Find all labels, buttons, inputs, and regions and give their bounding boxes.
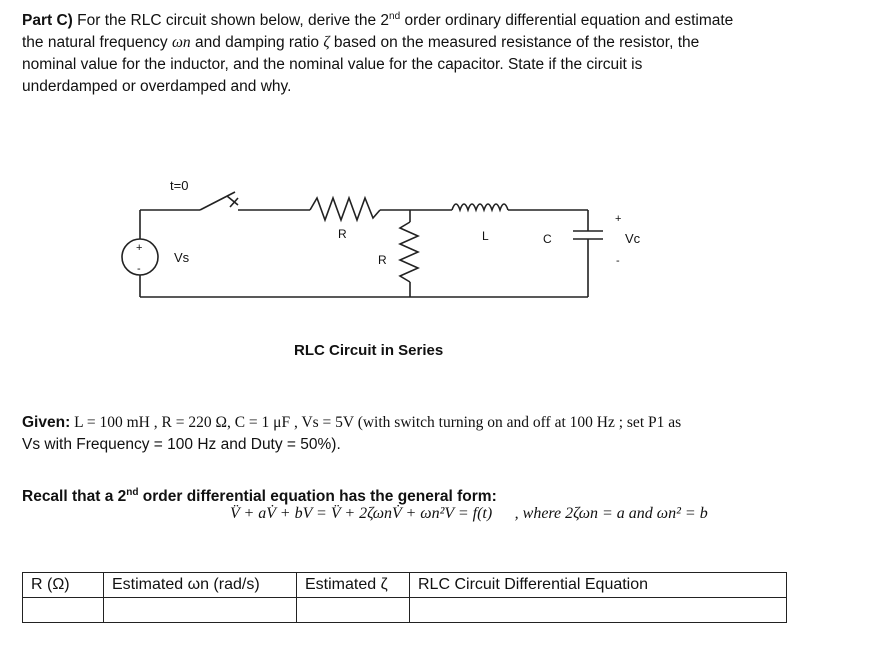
resistor-side-icon — [400, 222, 418, 282]
resistor-top-label: R — [338, 227, 347, 241]
general-form-equation: V̈ + aV̇ + bV = V̈ + 2ζωnV̇ + ωn²V = f(t) — [230, 505, 493, 522]
inductor-label: L — [482, 229, 489, 243]
table-header-row — [23, 573, 787, 598]
inductor-icon — [452, 204, 508, 210]
omega-n-symbol: ωn — [171, 34, 191, 52]
intro-paragraph — [22, 6, 862, 98]
intro-line-3: nominal value for the inductor, and the nominal value for the capacitor. State if the circuit is — [22, 56, 643, 74]
header-zeta: Estimated ζ — [297, 573, 410, 598]
cell-equation[interactable] — [410, 598, 787, 623]
given-line-1: L = 100 mH , R = 220 Ω, C = 1 μF , Vs = 5V (with switch turning on and off at 100 Hz ; set P1 as — [70, 414, 682, 431]
recall-equation-row — [230, 505, 708, 523]
part-label: Part C) — [22, 12, 73, 30]
vc-minus: - — [616, 255, 620, 267]
header-omega: Estimated ωn (rad/s) — [104, 573, 297, 598]
given-label: Given: — [22, 414, 71, 431]
recall-heading: Recall that a 2nd order differential equation has the general form: — [22, 487, 497, 506]
rlc-circuit-diagram — [0, 160, 882, 370]
where-clause: , where 2ζωn = a and ωn² = b — [514, 505, 708, 522]
source-minus: - — [137, 263, 141, 275]
switch-label: t=0 — [170, 178, 189, 193]
capacitor-label: C — [543, 232, 552, 246]
given-section — [22, 412, 862, 456]
resistor-side-label: R — [378, 253, 387, 267]
intro-line-4: underdamped or overdamped and why. — [22, 78, 292, 96]
header-equation: RLC Circuit Differential Equation — [410, 573, 787, 598]
header-r: R (Ω) — [23, 573, 104, 598]
intro-line-1: Part C) For the RLC circuit shown below, derive the 2nd order ordinary differential equation and estimate — [22, 11, 734, 30]
vc-plus: + — [615, 213, 622, 225]
resistor-top-icon — [310, 198, 380, 220]
table-row — [23, 598, 787, 623]
source-plus: + — [136, 242, 143, 254]
zeta-symbol: ζ — [323, 34, 330, 52]
results-table — [22, 572, 787, 623]
cell-zeta[interactable] — [297, 598, 410, 623]
vc-label: Vc — [625, 231, 641, 246]
source-label: Vs — [174, 250, 190, 265]
given-line-2: Vs with Frequency = 100 Hz and Duty = 50%). — [22, 436, 341, 453]
intro-line-2: the natural frequency ωn and damping ratio ζ based on the measured resistance of the resistor, the — [22, 34, 700, 52]
cell-omega[interactable] — [104, 598, 297, 623]
circuit-caption: RLC Circuit in Series — [294, 342, 444, 359]
switch-icon — [200, 192, 235, 210]
cell-r[interactable] — [23, 598, 104, 623]
